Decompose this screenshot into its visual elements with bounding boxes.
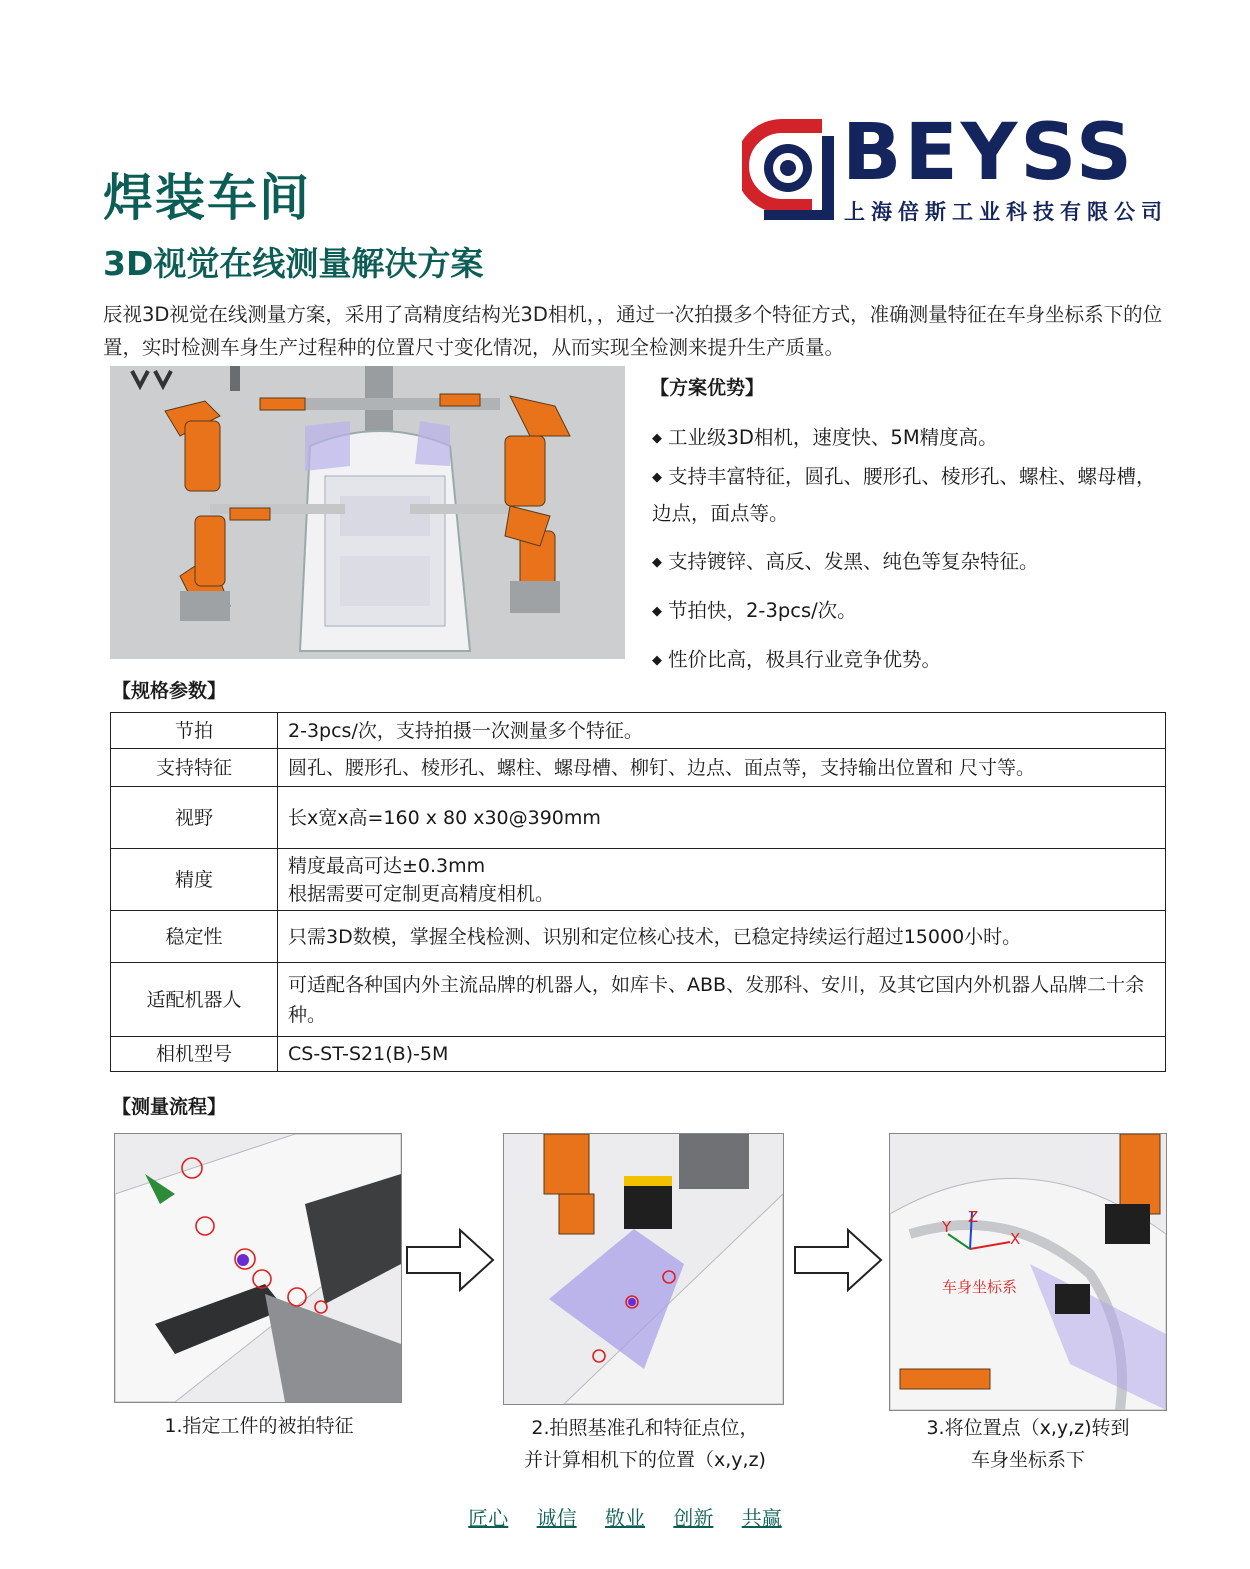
advantage-item: ◆ 支持丰富特征，圆孔、腰形孔、棱形孔、螺柱、螺母槽，边点，面点等。	[652, 465, 1156, 525]
footer-link[interactable]: 匠心	[468, 1506, 509, 1530]
table-row: 稳定性 只需3D数模，掌握全栈检测、识别和定位核心技术，已稳定持续运行超过15000小时。	[111, 911, 1166, 963]
diamond-bullet-icon: ◆	[652, 604, 662, 619]
step2-caption: 2.拍照基准孔和特征点位， 并计算相机下的位置（x,y,z)	[524, 1417, 766, 1471]
logo-text: BEYSS	[842, 108, 1136, 198]
axis-z-label: Z	[968, 1208, 979, 1226]
footer-values	[0, 1502, 1250, 1531]
company-logo-icon	[742, 116, 834, 220]
table-row: 相机型号 CS-ST-S21(B)-5M	[111, 1037, 1166, 1072]
table-row: 适配机器人 可适配各种国内外主流品牌的机器人，如库卡、ABB、发那科、安川，及其它国内外机器人品牌二十余种。	[111, 963, 1166, 1037]
page-subtitle: 3D视觉在线测量解决方案	[103, 244, 484, 283]
page-title: 焊装车间	[103, 169, 311, 227]
table-row: 视野 长x宽x高=160 x 80 x30@390mm	[111, 787, 1166, 849]
step3-image	[889, 1133, 1167, 1411]
process-heading: 【测量流程】	[112, 1096, 227, 1118]
specs-heading: 【规格参数】	[112, 680, 227, 702]
diamond-bullet-icon: ◆	[652, 431, 662, 446]
advantage-item: ◆ 支持镀锌、高反、发黑、纯色等复杂特征。	[652, 550, 1039, 573]
intro-paragraph: 辰视3D视觉在线测量方案，采用了高精度结构光3D相机，，通过一次拍摄多个特征方式，准确测量特征在车身坐标系下的位置，实时检测车身生产过程种的位置尺寸变化情况，从而实现全检测来提升生产质量。	[103, 303, 1163, 359]
step2-image	[503, 1133, 784, 1405]
advantages-heading: 【方案优势】	[650, 377, 765, 399]
table-row: 支持特征 圆孔、腰形孔、棱形孔、螺柱、螺母槽、柳钉、边点、面点等，支持输出位置和 尺寸等。	[111, 749, 1166, 787]
footer-link[interactable]: 创新	[673, 1506, 714, 1530]
arrow-right-icon	[793, 1227, 883, 1293]
coordinate-system-label: 车身坐标系	[942, 1278, 1018, 1296]
footer-link[interactable]: 共赢	[741, 1506, 782, 1530]
footer-link[interactable]: 敬业	[605, 1506, 645, 1530]
diamond-bullet-icon: ◆	[652, 653, 662, 668]
welding-cell-image	[110, 366, 625, 659]
advantage-item: ◆ 性价比高，极具行业竞争优势。	[652, 648, 942, 671]
diamond-bullet-icon: ◆	[652, 555, 662, 570]
logo-subtext: 上海倍斯工业科技有限公司	[844, 200, 1168, 224]
table-row: 节拍 2-3pcs/次，支持拍摄一次测量多个特征。	[111, 713, 1166, 749]
step1-caption: 1.指定工件的被拍特征	[164, 1415, 354, 1437]
advantages-list	[652, 420, 1162, 691]
advantage-item: ◆ 工业级3D相机，速度快、5M精度高。	[652, 426, 998, 449]
diamond-bullet-icon: ◆	[652, 470, 662, 485]
arrow-right-icon	[405, 1227, 495, 1293]
step3-caption: 3.将位置点（x,y,z)转到 车身坐标系下	[926, 1417, 1130, 1471]
specs-table	[110, 712, 1166, 1072]
axis-x-label: X	[1010, 1230, 1021, 1248]
table-row: 精度 精度最高可达±0.3mm 根据需要可定制更高精度相机。	[111, 849, 1166, 911]
advantage-item: ◆ 节拍快，2-3pcs/次。	[652, 599, 857, 622]
axis-y-label: Y	[942, 1218, 952, 1236]
footer-link[interactable]: 诚信	[536, 1506, 577, 1530]
step1-image	[114, 1133, 402, 1403]
